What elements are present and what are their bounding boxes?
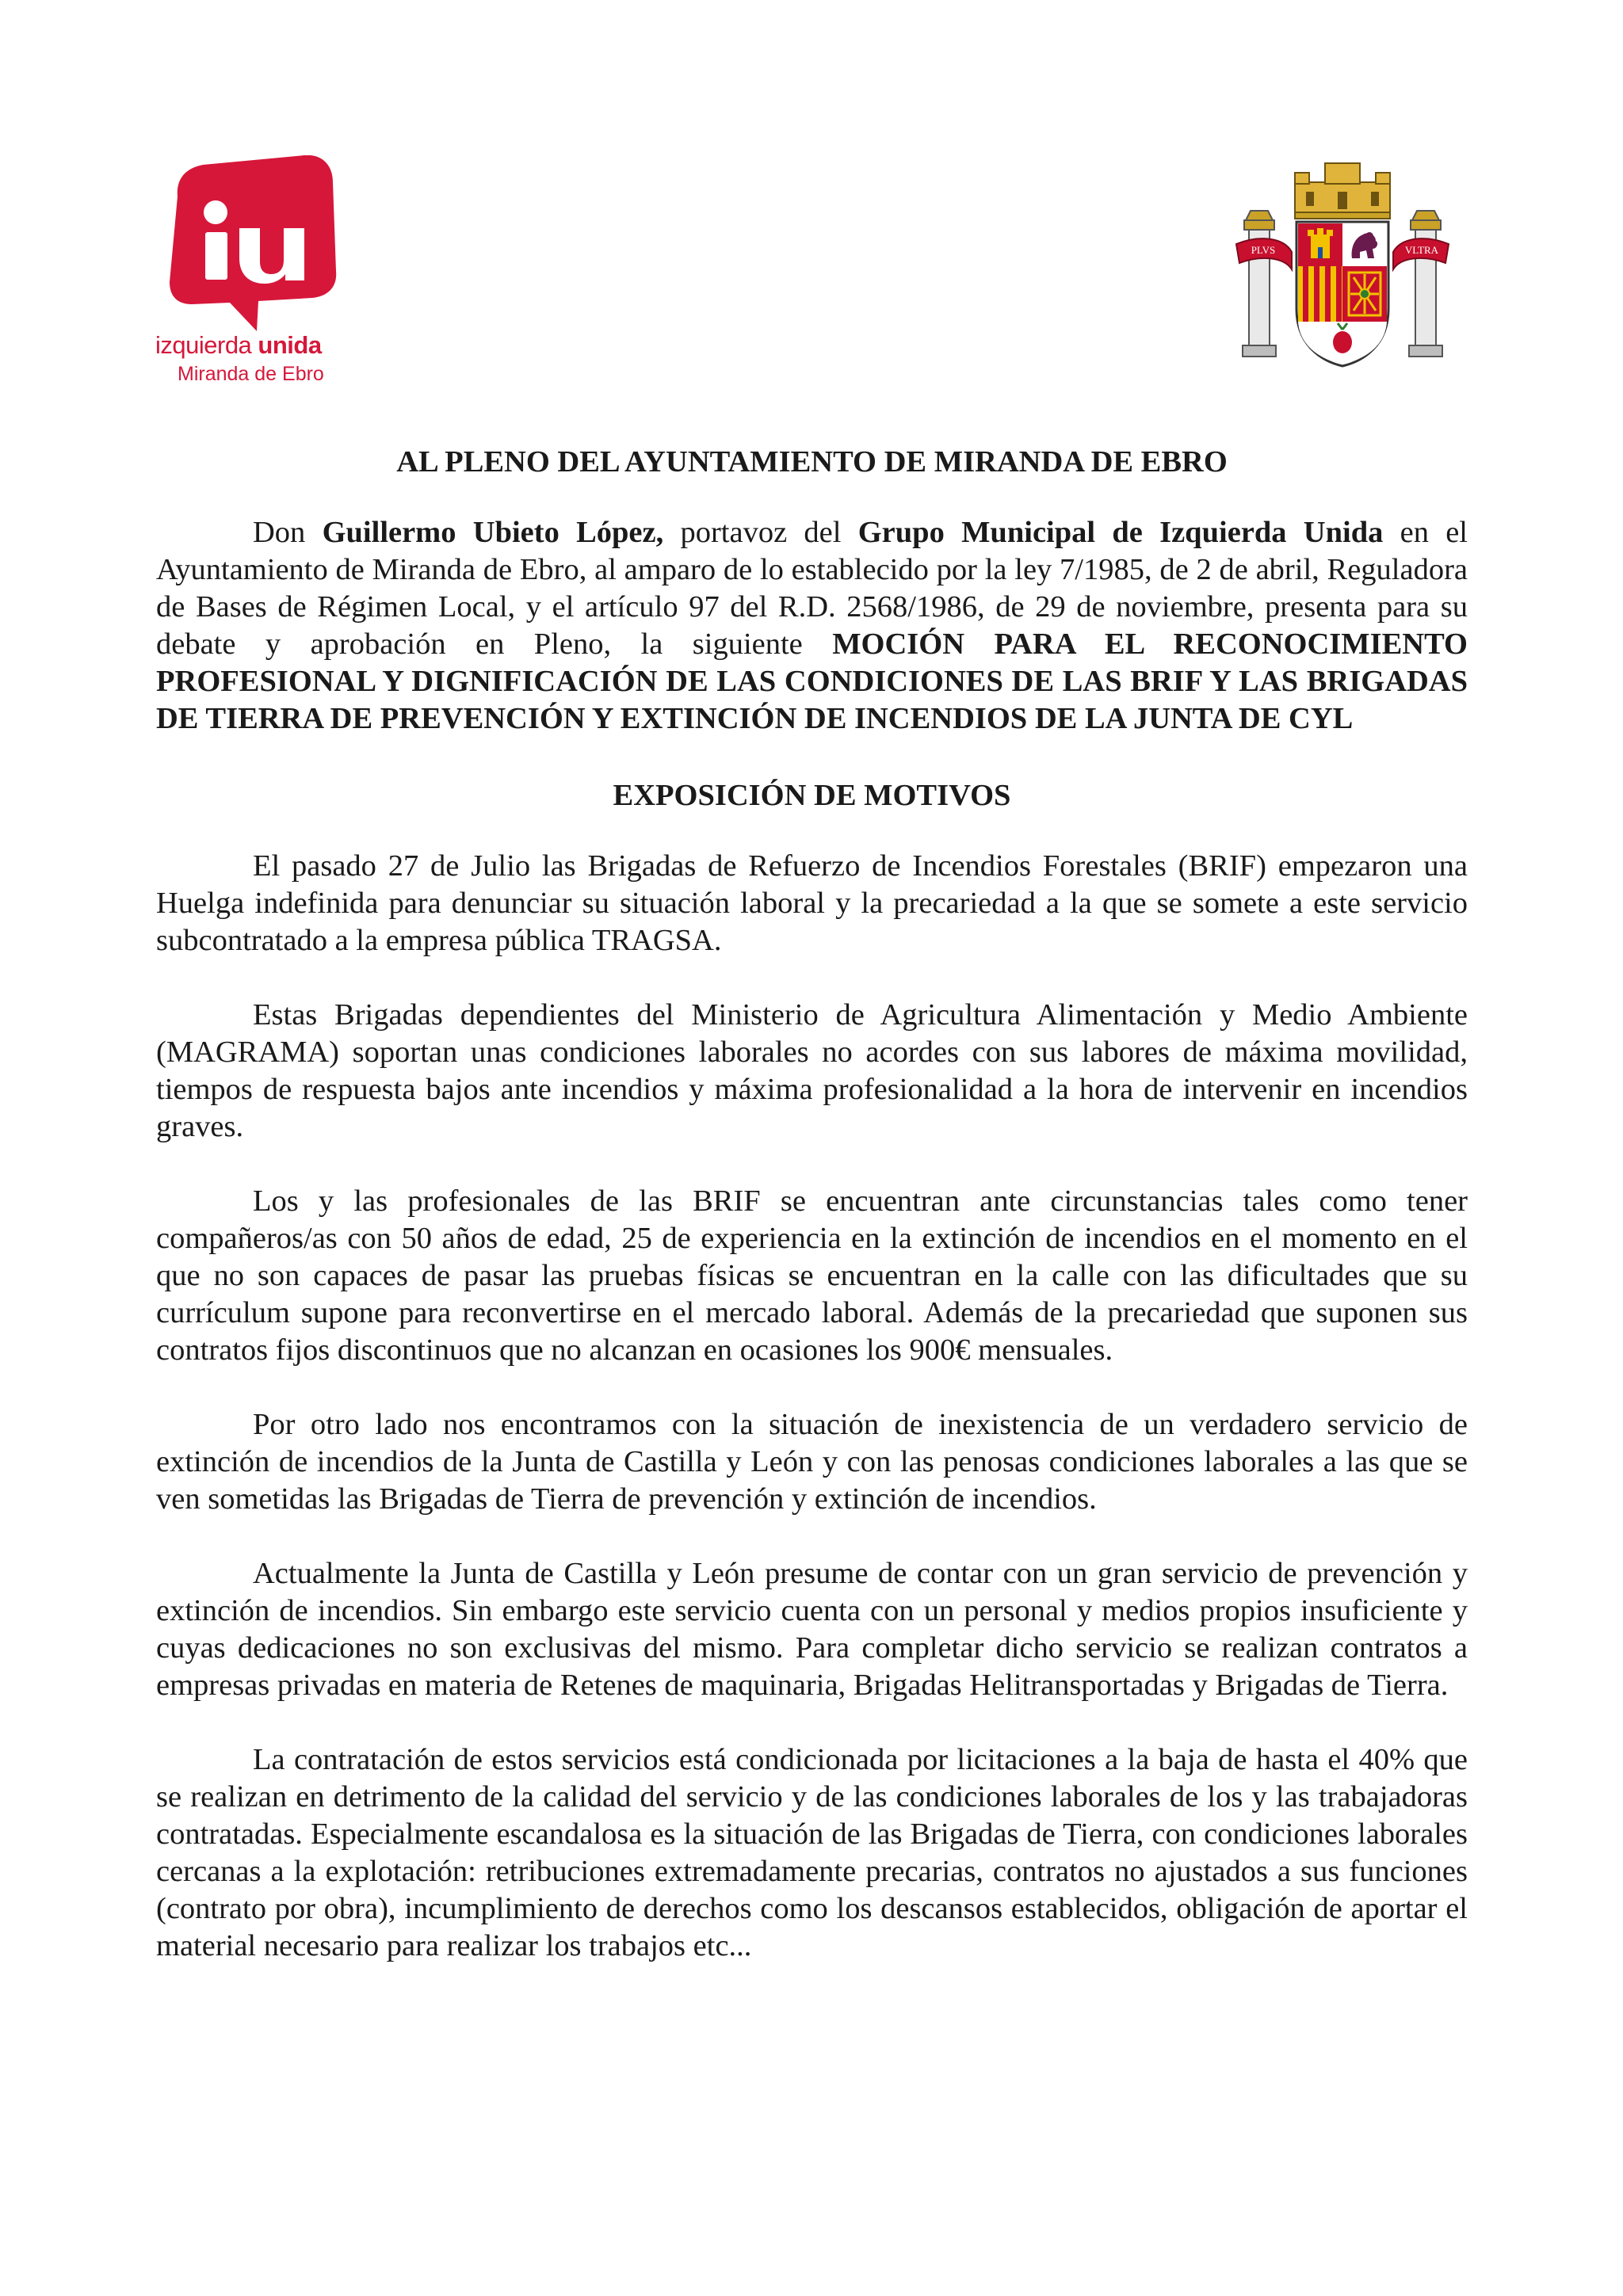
iu-logo-city: Miranda de Ebro xyxy=(178,363,324,385)
paragraph-5: Actualmente la Junta de Castilla y León presume de contar con un gran servicio de prevención y extinción de incendios. Sin embargo este servicio cuenta con un personal y medios propios insuficiente y cuyas dedicaciones no son exclusivas del mismo. Para completar dicho servicio se realizan contratos a empresas privadas en materia de Retenes de maquinaria, Brigadas Helitransportadas y Brigadas de Tierra. xyxy=(156,1557,1468,1702)
motto-left: PLVS xyxy=(1251,244,1276,256)
paragraph-3: Los y las profesionales de las BRIF se encuentran ante circunstancias tales como tener compañeros/as con 50 años de edad, 25 de experiencia en la extinción de incendios en el momento en el que no son capaces de pasar las pruebas físicas se encuentran en la calle con las dificultades que su currículum supone para reconvertirse en el mercado laboral. Además de la precariedad que suponen sus contratos fijos discontinuos que no alcanzan en ocasiones los 900€ mensuales. xyxy=(156,1184,1468,1367)
pillar-left-icon xyxy=(1243,211,1276,357)
document-body xyxy=(156,444,1468,1965)
paragraph-6: La contratación de estos servicios está condicionada por licitaciones a la baja de hasta el 40% que se realizan en detrimento de la calidad del servicio y de las condiciones laborales de los y las trabajadoras contratadas. Especialmente escandalosa es la situación de las Brigadas de Tierra, con condiciones laborales cercanas a la explotación: retribuciones extremadamente precarias, contratos no ajustados a sus funciones (contrato por obra), incumplimiento de derechos como los descansos establecidos, obligación de aportar el material necesario para realizar los trabajos etc... xyxy=(156,1743,1468,1962)
shield-icon xyxy=(1296,222,1388,366)
motto-right: VLTRA xyxy=(1404,244,1439,256)
page-title: AL PLENO DEL AYUNTAMIENTO DE MIRANDA DE EBRO xyxy=(396,445,1228,479)
iu-logo-name: izquierda unida xyxy=(155,331,322,359)
paragraph-1: El pasado 27 de Julio las Brigadas de Refuerzo de Incendios Forestales (BRIF) empezaron una Huelga indefinida para denunciar su situación laboral y la precariedad a la que se somete a este servicio subcontratado a la empresa pública TRAGSA. xyxy=(156,849,1468,957)
intro-paragraph: Don Guillermo Ubieto López, portavoz del Grupo Municipal de Izquierda Unida en el Ayuntamiento de Miranda de Ebro, al amparo de lo establecido por la ley 7/1985, de 2 de abril, Reguladora de Bases de Régimen Local, y el artículo 97 del R.D. 2568/1986, de 29 de noviembre, presenta para su debate y aprobación en Pleno, la siguiente MOCIÓN PARA EL RECONOCIMIENTO PROFESIONAL Y DIGNIFICACIÓN DE LAS CONDICIONES DE LAS BRIF Y LAS BRIGADAS DE TIERRA DE PREVENCIÓN Y EXTINCIÓN DE INCENDIOS DE LA JUNTA DE CYL xyxy=(156,516,1468,735)
section-heading: EXPOSICIÓN DE MOTIVOS xyxy=(613,779,1011,812)
pillar-right-icon xyxy=(1409,211,1442,357)
paragraph-2: Estas Brigadas dependientes del Ministerio de Agricultura Alimentación y Medio Ambiente (MAGRAMA) soportan unas condiciones laborales no acordes con sus labores de máxima movilidad, tiempos de respuesta bajos ante incendios y máxima profesionalidad a la hora de intervenir en incendios graves. xyxy=(156,998,1468,1143)
coat-of-arms-icon xyxy=(1228,158,1457,372)
iu-speech-bubble-icon xyxy=(163,155,338,331)
mural-crown-icon xyxy=(1295,163,1390,219)
iu-logo xyxy=(155,155,346,393)
paragraph-4: Por otro lado nos encontramos con la situación de inexistencia de un verdadero servicio de extinción de incendios de la Junta de Castilla y León y con las penosas condiciones laborales a las que se ven sometidas las Brigadas de Tierra de prevención y extinción de incendios. xyxy=(156,1408,1468,1516)
